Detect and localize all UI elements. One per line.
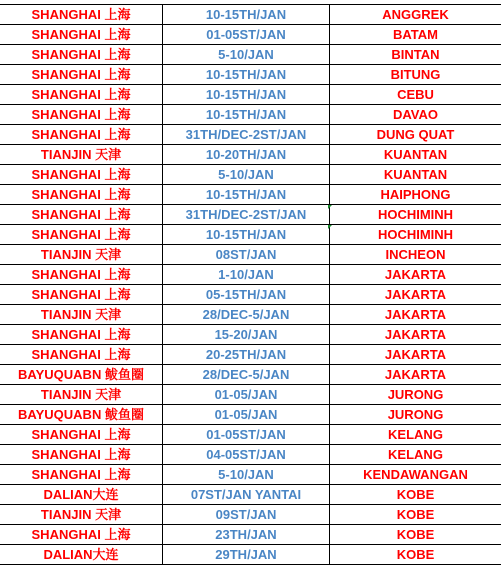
destination-cell[interactable]: KOBE [330,485,501,505]
table-row [0,365,501,385]
table-row [0,65,501,85]
table-row [0,425,501,445]
origin-cell[interactable]: SHANGHAI 上海 [0,325,163,345]
origin-cell[interactable]: SHANGHAI 上海 [0,265,163,285]
table-row [0,225,501,245]
date-cell[interactable]: 29TH/JAN [163,545,330,565]
table-row [0,305,501,325]
date-cell[interactable]: 10-15TH/JAN [163,105,330,125]
destination-cell[interactable]: JURONG [330,405,501,425]
date-cell[interactable]: 01-05ST/JAN [163,25,330,45]
destination-cell[interactable]: CEBU [330,85,501,105]
table-row [0,25,501,45]
destination-cell[interactable]: KOBE [330,525,501,545]
date-cell[interactable]: 28/DEC-5/JAN [163,305,330,325]
destination-cell[interactable]: INCHEON [330,245,501,265]
destination-cell[interactable]: KOBE [330,545,501,565]
date-cell[interactable]: 1-10/JAN [163,265,330,285]
date-cell[interactable]: 01-05ST/JAN [163,425,330,445]
table-row [0,345,501,365]
table-row [0,265,501,285]
table-row [0,405,501,425]
origin-cell[interactable]: SHANGHAI 上海 [0,285,163,305]
origin-cell[interactable]: SHANGHAI 上海 [0,525,163,545]
origin-cell[interactable]: SHANGHAI 上海 [0,125,163,145]
date-cell[interactable]: 10-15TH/JAN [163,5,330,25]
date-cell[interactable]: 5-10/JAN [163,465,330,485]
shipping-schedule-table [0,4,501,565]
date-cell[interactable]: 10-20TH/JAN [163,145,330,165]
destination-cell[interactable]: DUNG QUAT [330,125,501,145]
date-cell[interactable]: 01-05/JAN [163,385,330,405]
table-row [0,245,501,265]
date-cell[interactable]: 15-20/JAN [163,325,330,345]
date-cell[interactable]: 20-25TH/JAN [163,345,330,365]
origin-cell[interactable]: TIANJIN 天津 [0,385,163,405]
date-cell[interactable]: 23TH/JAN [163,525,330,545]
date-cell[interactable]: 5-10/JAN [163,45,330,65]
table-row [0,125,501,145]
table-row [0,105,501,125]
schedule-body [0,5,501,565]
date-cell[interactable]: 31TH/DEC-2ST/JAN [163,205,330,225]
destination-cell[interactable]: JAKARTA [330,325,501,345]
origin-cell[interactable]: SHANGHAI 上海 [0,5,163,25]
origin-cell[interactable]: SHANGHAI 上海 [0,25,163,45]
origin-cell[interactable]: SHANGHAI 上海 [0,85,163,105]
origin-cell[interactable]: BAYUQUABN 鲅鱼圈 [0,405,163,425]
table-row [0,485,501,505]
table-row [0,165,501,185]
table-row [0,525,501,545]
table-row [0,85,501,105]
table-row [0,325,501,345]
origin-cell[interactable]: TIANJIN 天津 [0,505,163,525]
date-cell[interactable]: 10-15TH/JAN [163,225,330,245]
destination-cell[interactable]: JAKARTA [330,345,501,365]
table-row [0,285,501,305]
destination-cell[interactable]: JAKARTA [330,305,501,325]
table-row [0,5,501,25]
date-cell[interactable]: 09ST/JAN [163,505,330,525]
destination-cell[interactable]: HOCHIMINH [330,205,501,225]
date-cell[interactable]: 31TH/DEC-2ST/JAN [163,125,330,145]
destination-cell[interactable]: KELANG [330,425,501,445]
origin-cell[interactable]: SHANGHAI 上海 [0,465,163,485]
origin-cell[interactable]: DALIAN大连 [0,545,163,565]
table-row [0,385,501,405]
table-row [0,465,501,485]
destination-cell[interactable]: KUANTAN [330,145,501,165]
date-cell[interactable]: 05-15TH/JAN [163,285,330,305]
table-row [0,445,501,465]
destination-cell[interactable]: JAKARTA [330,365,501,385]
origin-cell[interactable]: SHANGHAI 上海 [0,445,163,465]
destination-cell[interactable]: JAKARTA [330,265,501,285]
table-row [0,145,501,165]
origin-cell[interactable]: SHANGHAI 上海 [0,205,163,225]
date-cell[interactable]: 08ST/JAN [163,245,330,265]
origin-cell[interactable]: TIANJIN 天津 [0,305,163,325]
cell-comment-marker [328,225,332,229]
destination-cell[interactable]: ANGGREK [330,5,501,25]
origin-cell[interactable]: SHANGHAI 上海 [0,185,163,205]
destination-cell[interactable]: KENDAWANGAN [330,465,501,485]
table-row [0,185,501,205]
date-cell[interactable]: 07ST/JAN YANTAI [163,485,330,505]
cell-comment-marker [328,205,332,209]
origin-cell[interactable]: SHANGHAI 上海 [0,225,163,245]
origin-cell[interactable]: SHANGHAI 上海 [0,425,163,445]
date-cell[interactable]: 10-15TH/JAN [163,185,330,205]
destination-cell[interactable]: HAIPHONG [330,185,501,205]
origin-cell[interactable]: BAYUQUABN 鲅鱼圈 [0,365,163,385]
origin-cell[interactable]: TIANJIN 天津 [0,245,163,265]
table-row [0,205,501,225]
destination-cell[interactable]: BATAM [330,25,501,45]
origin-cell[interactable]: SHANGHAI 上海 [0,45,163,65]
destination-cell[interactable]: BITUNG [330,65,501,85]
destination-cell[interactable]: JURONG [330,385,501,405]
origin-cell[interactable]: SHANGHAI 上海 [0,105,163,125]
destination-cell[interactable]: HOCHIMINH [330,225,501,245]
origin-cell[interactable]: SHANGHAI 上海 [0,165,163,185]
destination-cell[interactable]: KUANTAN [330,165,501,185]
date-cell[interactable]: 10-15TH/JAN [163,65,330,85]
date-cell[interactable]: 5-10/JAN [163,165,330,185]
date-cell[interactable]: 28/DEC-5/JAN [163,365,330,385]
table-row [0,505,501,525]
origin-cell[interactable]: TIANJIN 天津 [0,145,163,165]
destination-cell[interactable]: KOBE [330,505,501,525]
date-cell[interactable]: 04-05ST/JAN [163,445,330,465]
destination-cell[interactable]: KELANG [330,445,501,465]
date-cell[interactable]: 10-15TH/JAN [163,85,330,105]
origin-cell[interactable]: DALIAN大连 [0,485,163,505]
origin-cell[interactable]: SHANGHAI 上海 [0,345,163,365]
table-row [0,45,501,65]
table-row [0,545,501,565]
origin-cell[interactable]: SHANGHAI 上海 [0,65,163,85]
destination-cell[interactable]: JAKARTA [330,285,501,305]
date-cell[interactable]: 01-05/JAN [163,405,330,425]
destination-cell[interactable]: BINTAN [330,45,501,65]
destination-cell[interactable]: DAVAO [330,105,501,125]
